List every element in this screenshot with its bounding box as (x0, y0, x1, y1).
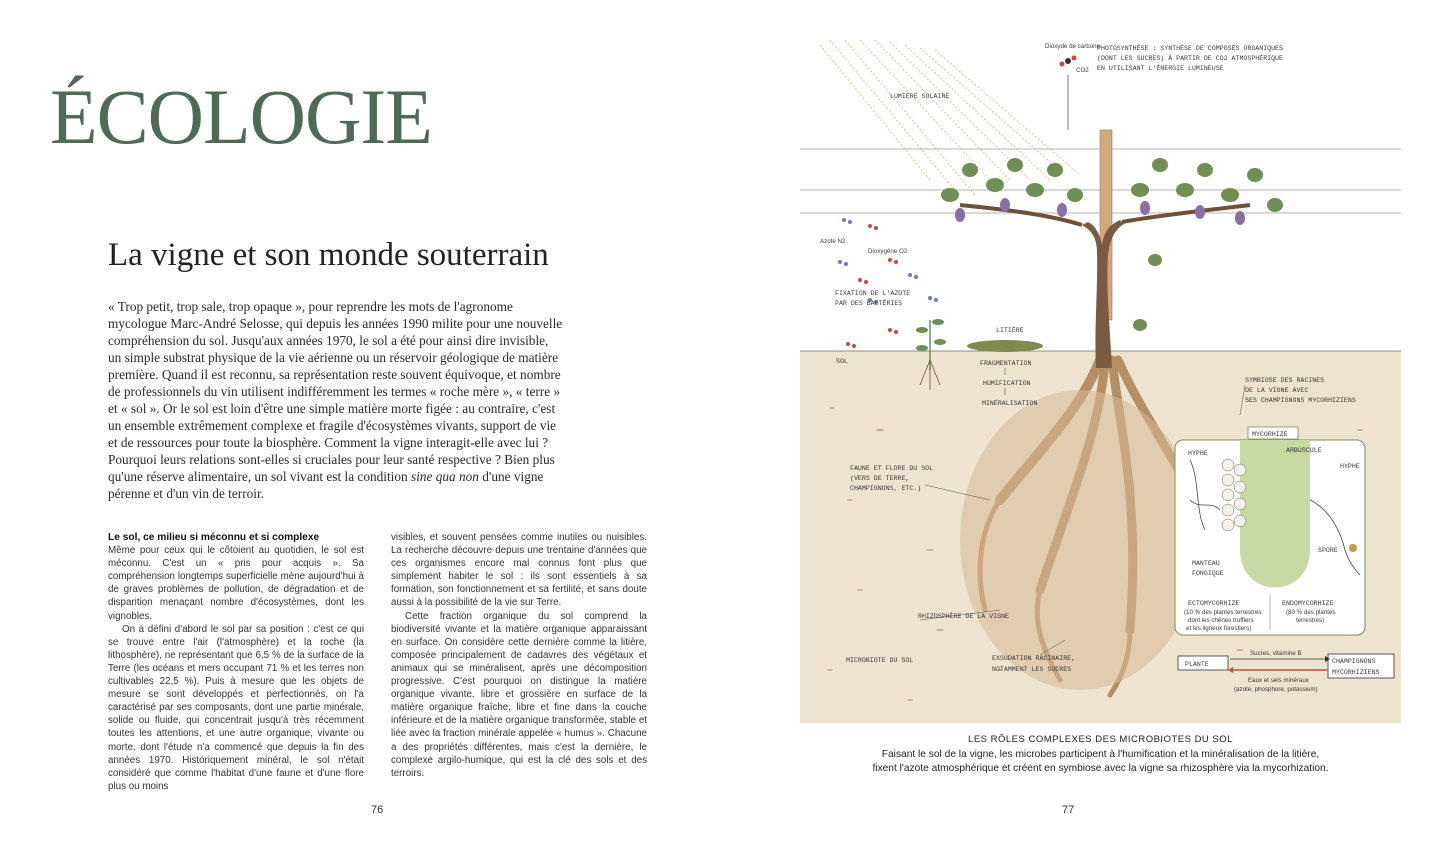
label-plante: PLANTE (1185, 661, 1209, 668)
label-fragmentation: FRAGMENTATION (980, 360, 1032, 367)
article-title: La vigne et son monde souterrain (108, 237, 549, 273)
label-ecto: ECTOMYCORHIZE (1188, 600, 1240, 607)
text-column-1 (108, 531, 364, 793)
paragraph: Même pour ceux qui le côtoient au quotidien, le sol est méconnu. C'est un « pris pour acquis ». Sa compréhension longtemps superficielle mène aujourd'hui à de graves problèmes de pollution, de dégradation et de disparition menaçant nombre d'écosystèmes, dont les vignobles. (108, 545, 364, 622)
section-title: ÉCOLOGIE (50, 73, 432, 160)
litter (967, 340, 1043, 352)
label-fixation-1: FIXATION DE L'AZOTE (835, 290, 911, 297)
label-faune-1: FAUNE ET FLORE DU SOL (850, 465, 934, 472)
figure-caption (800, 748, 1401, 776)
paragraph: Cette fraction organique du sol comprend la biodiversité vivante et la matière organique apparaissant en surface. On considère cette dernière comme la litière, composée principalement de cadavres des végétaux et animaux qui se minéralisent, après une décomposition progressive. C'est pourquoi on distingue la matière organique vivante, libre et grossière en surface de la matière organique fraîche, libre et fine dans la couche inférieure et de la matière organique transformée, stable et liée avec la fraction minérale appelée « humus ». Chacune a des propriétés différentes, mais c'est la dernière, le complexe argilo-humique, qui est la clé des sols et des terroirs. (391, 610, 647, 779)
label-sucres: Sucres, vitamine B (1250, 650, 1302, 657)
paragraph: visibles, et souvent pensées comme inutiles ou nuisibles. La recherche découvre depuis une trentaine d'années que ces organismes encore mal connus font plus que simplement habiter le sol : ils sont essentiels à sa formation, son fonctionnement et sa fertilité, et sans doute aussi à la possibilité de la vie sur Terre. (391, 532, 647, 609)
label-dioxygene: Dioxygène O2 (868, 248, 908, 255)
label-lumiere: LUMIÈRE SOLAIRE (890, 93, 950, 100)
right-page (722, 0, 1445, 860)
label-rhizosphere: RHIZOSPHÈRE DE LA VIGNE (918, 613, 1010, 620)
intro-paragraph (108, 298, 563, 502)
label-manteau-2: FONGIQUE (1192, 570, 1224, 577)
label-symbiose-1: SYMBIOSE DES RACINES (1245, 377, 1325, 384)
label-mycorhize: MYCORHIZE (1252, 431, 1288, 438)
label-arbuscule: ARBUSCULE (1286, 447, 1322, 454)
label-ecto-note-3: et les ligneux forestiers) (1186, 625, 1252, 632)
intro-text: « Trop petit, trop sale, trop opaque », pour reprendre les mots de l'agronome mycologue Marc-André Selosse, qui depuis les années 1990 milite pour une nouvelle compréhension du sol. Jusqu'aux années 1970, le sol a été pour ainsi dire invisible, un simple substrat physique de la vie aérienne ou un réservoir géologique de matière première. Quand il est reconnu, sa représentation reste souvent équivoque, et nombre de professionnels du vin utilisent indifféremment les termes « roche mère », « terre » et « sol ». Or le sol est loin d'être une simple matière morte figée : au contraire, c'est un ensemble extrêmement complexe et fragile d'écosystèmes vivants, support de vie et de ressources pour toute la biosphère. Comment la vigne interagit-elle avec lui ? Pourquoi leurs relations sont-elles si cruciales pour leur santé respective ? Bien plus qu'une réserve alimentaire, un sol vivant est la condition (108, 299, 563, 484)
label-photosynthese-2: (DONT LES SUCRES) À PARTIR DE CO2 ATMOSPHÉRIQUE (1097, 55, 1283, 62)
label-manteau-1: MANTEAU (1192, 560, 1220, 567)
label-faune-2: (VERS DE TERRE, (850, 475, 910, 482)
paragraph: On a défini d'abord le sol par sa position : c'est ce qui se trouve entre l'air (l'atmosphère) et la roche (la lithosphère), ne représentant que 6,5 % de la surface de la Terre (les océans et mers occupant 71 % et les terres non cultivables 22,5 %). Puis à mesure que les objets de mesure se sont développés et perfectionnés, on l'a caractérisé par ses composants, dont une partie minérale, solide ou fluide, qui concentrait jusqu'à très récemment toutes les attentions, et une autre organique, vivante ou morte, dont l'étude n'a commencé que depuis la fin des années 1970. Historiquement minéral, le sol n'était considéré que comme l'habitat d'une faune et d'une flore plus ou moins (108, 623, 364, 792)
label-microbiote: MICROBIOTE DU SOL (846, 657, 914, 664)
label-endo-note-2: terrestres) (1296, 617, 1325, 624)
label-endo-note-1: (80 % des plantes (1286, 609, 1336, 616)
root-mass (960, 390, 1200, 690)
label-litiere: LITIÈRE (996, 327, 1024, 334)
label-co2-formula: CO2 (1076, 67, 1089, 74)
label-endo: ENDOMYCORHIZE (1282, 600, 1334, 607)
label-humification: HUMIFICATION (983, 380, 1031, 387)
page-number: 77 (1062, 804, 1075, 816)
sunlight-rays (820, 40, 1080, 195)
figure-caption-title: LES RÔLES COMPLEXES DES MICROBIOTES DU SOL (968, 734, 1233, 745)
label-hyphe-right: HYPHE (1340, 463, 1360, 470)
caption-line: fixent l'azote atmosphérique et créent en symbiose avec la vigne sa rhizosphère via la mycorhization. (872, 763, 1329, 774)
subheading: Le sol, ce milieu si méconnu et si complexe (108, 532, 320, 543)
left-page (0, 0, 722, 860)
label-sol: SOL (836, 358, 848, 365)
vine-trunk (1082, 220, 1124, 368)
label-photosynthese-1: PHOTOSYNTHÈSE : SYNTHÈSE DE COMPOSÉS ORGANIQUES (1097, 45, 1283, 52)
intro-italic: sine qua non (410, 469, 479, 484)
label-exsudation-1: EXSUDATION RACINAIRE, (992, 655, 1076, 662)
caption-line: Faisant le sol de la vigne, les microbes participent à l'humification et la minéralisation de la litière, (881, 749, 1320, 760)
label-faune-3: CHAMPIGNONS, ETC.) (850, 485, 922, 492)
label-co2: Dioxyde de carbone (1045, 43, 1101, 50)
label-photosynthese-3: EN UTILISANT L'ÉNERGIE LUMINEUSE (1097, 65, 1224, 72)
label-azote: Azote N2 (820, 238, 846, 245)
label-symbiose-2: DE LA VIGNE AVEC (1245, 387, 1309, 394)
label-ecto-note-2: dont les chênes truffiers (1188, 617, 1254, 624)
label-exsudation-2: NOTAMMENT LES SUCRES (992, 666, 1072, 673)
page-number: 76 (371, 804, 384, 816)
label-hyphe-left: HYPHE (1188, 450, 1208, 457)
label-champignons-1: CHAMPIGNONS (1332, 658, 1376, 665)
label-eaux-2: (azote, phosphore, potassium) (1234, 686, 1318, 693)
text-column-2 (391, 531, 647, 780)
label-mineralisation: MINÉRALISATION (982, 400, 1038, 407)
label-eaux-1: Eaux et sels minéraux (1248, 677, 1309, 684)
label-champignons-2: MYCORHIZIENS (1332, 669, 1380, 676)
intro-end: d'une vigne pérenne et d'un vin de terroir. (108, 469, 544, 501)
label-symbiose-3: SES CHAMPIGNONS MYCORHIZIENS (1245, 397, 1356, 404)
label-spore: SPORE (1318, 547, 1338, 554)
vine-soil-illustration (800, 30, 1401, 725)
label-ecto-note-1: (10 % des plantes terrestres (1184, 609, 1262, 616)
label-fixation-2: PAR DES BACTÉRIES (835, 300, 903, 307)
